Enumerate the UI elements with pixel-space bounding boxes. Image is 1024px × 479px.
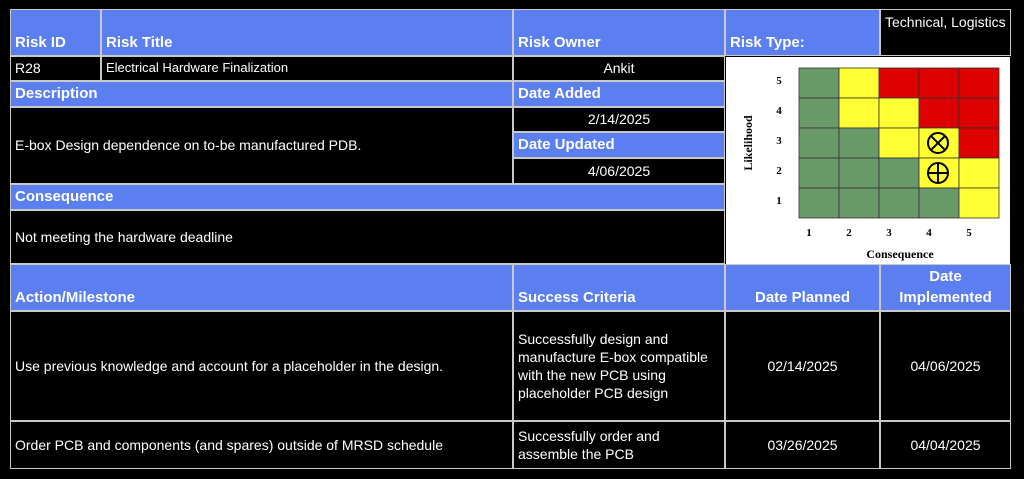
matrix-cell-L3-C2 xyxy=(839,128,879,158)
description-header-label: Description xyxy=(15,85,98,103)
matrix-y-tick: 1 xyxy=(776,195,782,207)
matrix-cell-L2-C1 xyxy=(799,158,839,188)
risk-owner-header xyxy=(513,9,725,56)
action-row-2-action-text: Order PCB and components (and spares) outside of MRSD schedule xyxy=(15,436,443,453)
action-row-2-planned-text: 03/26/2025 xyxy=(767,436,838,453)
matrix-cell-L5-C3 xyxy=(879,68,919,98)
matrix-y-tick: 2 xyxy=(776,165,782,177)
matrix-x-ticks xyxy=(806,227,972,239)
description-text-cell xyxy=(10,107,513,184)
risk-title-header-label: Risk Title xyxy=(106,33,173,51)
date-implemented-header xyxy=(880,264,1011,311)
risk-title-value xyxy=(101,56,513,81)
date-added-label: Date Added xyxy=(518,85,601,103)
matrix-cell-L4-C3 xyxy=(879,98,919,128)
matrix-cell-L3-C1 xyxy=(799,128,839,158)
matrix-cell-L4-C4 xyxy=(919,98,959,128)
matrix-x-tick: 3 xyxy=(886,227,892,239)
risk-matrix xyxy=(726,57,1010,264)
matrix-cell-L3-C3 xyxy=(879,128,919,158)
matrix-cell-L1-C2 xyxy=(839,188,879,218)
action-row-2-planned xyxy=(725,421,880,469)
risk-type-header xyxy=(725,9,880,56)
action-milestone-header xyxy=(10,264,513,311)
risk-type-text: Technical, Logistics xyxy=(885,14,1006,30)
date-updated-label: Date Updated xyxy=(518,136,615,154)
matrix-x-tick: 1 xyxy=(806,227,812,239)
matrix-cell-L1-C4 xyxy=(919,188,959,218)
matrix-x-axis-label: Consequence xyxy=(866,247,934,261)
circled-plus-marker xyxy=(928,163,948,183)
matrix-cell-L5-C2 xyxy=(839,68,879,98)
criteria-header-label: Success Criteria xyxy=(518,288,636,306)
matrix-cell-L5-C4 xyxy=(919,68,959,98)
matrix-cell-L4-C1 xyxy=(799,98,839,128)
action-row-1-planned-text: 02/14/2025 xyxy=(767,357,838,374)
matrix-cell-L4-C5 xyxy=(959,98,999,128)
matrix-cell-L2-C2 xyxy=(839,158,879,188)
risk-type-value xyxy=(880,9,1011,56)
consequence-header-label: Consequence xyxy=(15,188,114,206)
action-row-2-criteria-text: Successfully order and assemble the PCB xyxy=(518,427,660,462)
description-text: E-box Design dependence on to-be manufactured PDB. xyxy=(15,137,362,154)
matrix-cell-L1-C5 xyxy=(959,188,999,218)
risk-id-text: R28 xyxy=(15,60,41,77)
matrix-cell-L5-C5 xyxy=(959,68,999,98)
matrix-grid xyxy=(799,68,999,218)
success-criteria-header xyxy=(513,264,725,311)
description-header xyxy=(10,81,513,107)
action-row-1-implemented xyxy=(880,311,1011,421)
matrix-x-tick: 5 xyxy=(966,227,972,239)
matrix-y-axis-label: Likelihood xyxy=(741,115,755,171)
matrix-y-tick: 5 xyxy=(776,75,782,87)
action-row-2-implemented-text: 04/04/2025 xyxy=(910,436,981,453)
action-row-1-action-text: Use previous knowledge and account for a placeholder in the design. xyxy=(15,357,444,374)
risk-owner-text: Ankit xyxy=(603,60,635,77)
date-updated-value xyxy=(513,158,725,184)
risk-title-text: Electrical Hardware Finalization xyxy=(106,60,289,76)
matrix-cell-L3-C5 xyxy=(959,128,999,158)
action-row-1-criteria xyxy=(513,311,725,421)
implemented-header-label: Date Implemented xyxy=(899,268,992,306)
action-header-label: Action/Milestone xyxy=(15,288,136,306)
matrix-cell-L1-C3 xyxy=(879,188,919,218)
consequence-text: Not meeting the hardware deadline xyxy=(15,228,233,245)
consequence-header xyxy=(10,184,725,210)
risk-owner-header-label: Risk Owner xyxy=(518,33,601,51)
action-row-1-action xyxy=(10,311,513,421)
risk-title-header xyxy=(101,9,513,56)
action-row-1-planned xyxy=(725,311,880,421)
action-row-1-criteria-text: Successfully design and manufacture E-box compatible with the new PCB using placeholder PCB design xyxy=(518,330,708,402)
date-updated-header xyxy=(513,132,725,158)
matrix-cell-L1-C1 xyxy=(799,188,839,218)
action-row-2-implemented xyxy=(880,421,1011,469)
risk-id-header-label: Risk ID xyxy=(15,33,66,51)
date-added-header xyxy=(513,81,725,107)
matrix-x-tick: 4 xyxy=(926,227,932,239)
action-row-1-implemented-text: 04/06/2025 xyxy=(910,357,981,374)
risk-id-header xyxy=(10,9,101,56)
date-updated-text: 4/06/2025 xyxy=(587,162,651,179)
date-added-text: 2/14/2025 xyxy=(587,111,651,128)
matrix-y-tick: 4 xyxy=(776,105,782,117)
date-added-value xyxy=(513,107,725,132)
consequence-text-cell xyxy=(10,210,725,264)
matrix-y-tick: 3 xyxy=(776,135,782,147)
date-planned-header xyxy=(725,264,880,311)
matrix-y-ticks xyxy=(776,75,782,207)
action-row-2-action xyxy=(10,421,513,469)
matrix-x-tick: 2 xyxy=(846,227,852,239)
matrix-cell-L5-C1 xyxy=(799,68,839,98)
matrix-cell-L2-C3 xyxy=(879,158,919,188)
matrix-cell-L2-C5 xyxy=(959,158,999,188)
risk-type-header-label: Risk Type: xyxy=(730,33,805,51)
planned-header-label: Date Planned xyxy=(754,288,851,306)
matrix-cell-L4-C2 xyxy=(839,98,879,128)
risk-owner-value xyxy=(513,56,725,81)
risk-id-value xyxy=(10,56,101,81)
action-row-2-criteria xyxy=(513,421,725,469)
